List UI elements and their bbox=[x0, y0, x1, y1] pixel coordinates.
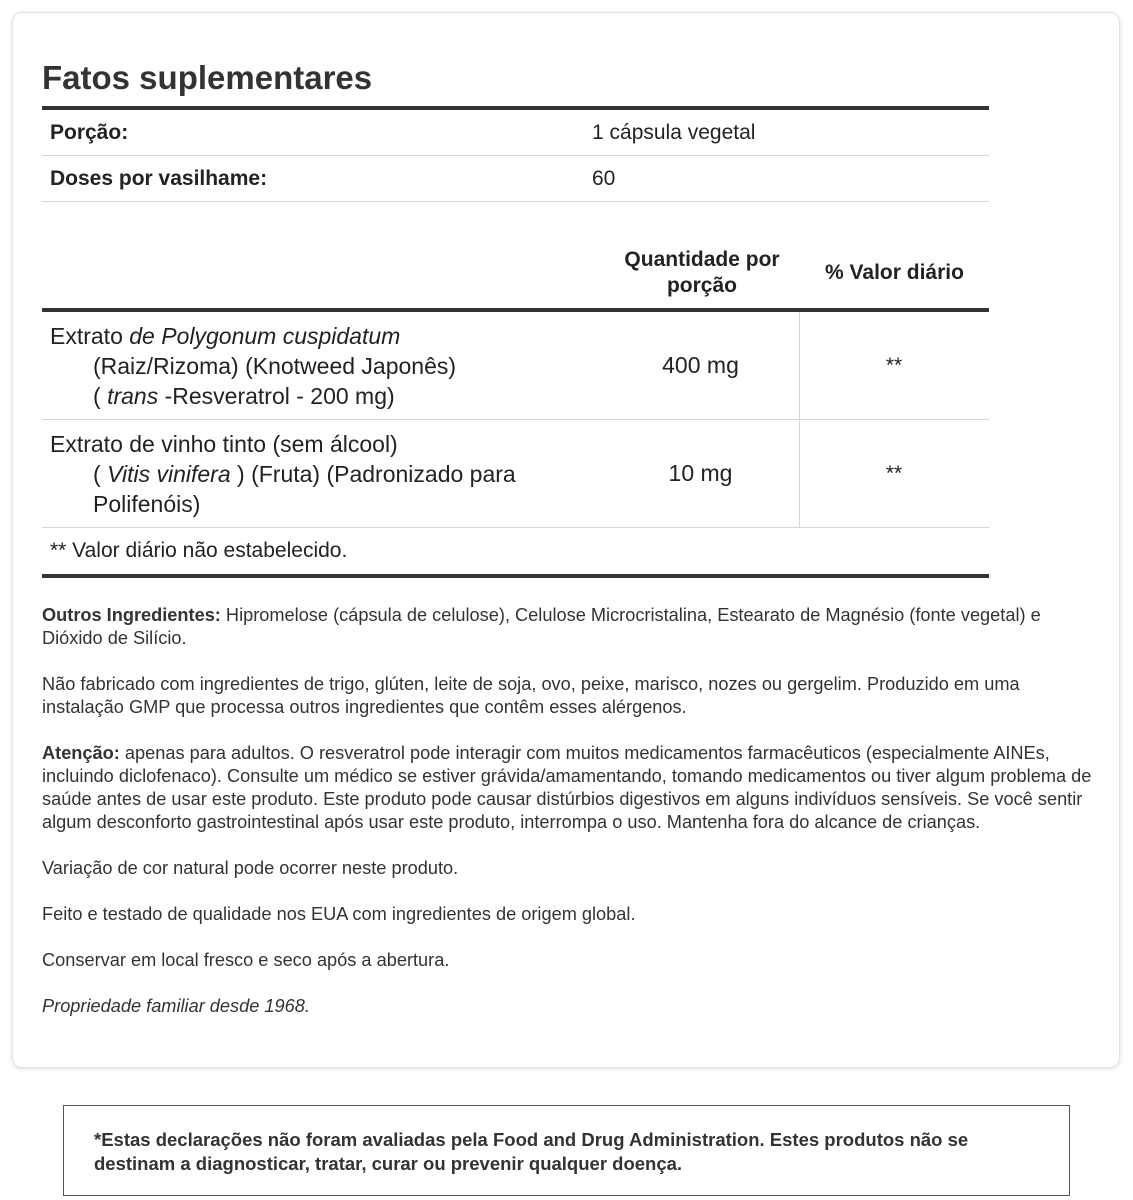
ingredient-row bbox=[42, 312, 989, 420]
fda-disclaimer: *Estas declarações não foram avaliadas pela Food and Drug Administration. Estes produtos não se destinam a diagnosticar, tratar, curar ou prevenir qualquer doença. bbox=[63, 1105, 1070, 1196]
servings-per-container-value: 60 bbox=[592, 166, 616, 190]
amount-header-line1: Quantidade por bbox=[624, 248, 780, 271]
serving-size-value: 1 cápsula vegetal bbox=[592, 120, 756, 144]
other-ingredients bbox=[42, 604, 1092, 650]
warning bbox=[42, 742, 1092, 834]
daily-value-column-header: % Valor diário bbox=[825, 261, 964, 284]
family-note: Propriedade familiar desde 1968. bbox=[42, 996, 310, 1016]
latin-name: Vitis vinifera bbox=[107, 461, 231, 487]
column-header-row bbox=[42, 202, 989, 308]
ingredient-amount: 400 mg bbox=[602, 312, 800, 419]
supplement-facts-table bbox=[42, 106, 989, 578]
color-note: Variação de cor natural pode ocorrer neste produto. bbox=[42, 858, 459, 878]
servings-per-container-row bbox=[42, 156, 989, 202]
quality-note: Feito e testado de qualidade nos EUA com ingredientes de origem global. bbox=[42, 904, 636, 924]
servings-per-container-label: Doses por vasilhame: bbox=[50, 166, 268, 190]
ingredient-amount: 10 mg bbox=[602, 420, 800, 527]
daily-value-footnote: ** Valor diário não estabelecido. bbox=[50, 539, 348, 562]
serving-size-label: Porção: bbox=[50, 120, 129, 144]
ingredient-name: Extrato de vinho tinto (sem álcool) ( Vitis vinifera ) (Fruta) (Padronizado para Polifenóis) bbox=[50, 431, 516, 517]
warning-label: Atenção: bbox=[42, 743, 120, 763]
ingredient-daily-value: ** bbox=[885, 353, 903, 377]
latin-name: de Polygonum cuspidatum bbox=[129, 323, 401, 349]
panel-title: Fatos suplementares bbox=[42, 59, 373, 96]
ingredient-row bbox=[42, 420, 989, 528]
storage-note: Conservar em local fresco e seco após a abertura. bbox=[42, 950, 450, 970]
other-ingredients-text: Hipromelose (cápsula de celulose), Celulose Microcristalina, Estearato de Magnésio (fonte vegetal) e Dióxido de Silício. bbox=[42, 605, 1041, 648]
warning-text: apenas para adultos. O resveratrol pode interagir com muitos medicamentos farmacêuticos (especialmente AINEs, incluindo diclofenaco). Consulte um médico se estiver grávida/amamentando, tomando medicamentos ou tiver algum problema de saúde antes de usar este produto. Este produto pode causar distúrbios digestivos em alguns indivíduos sensíveis. Se você sentir algum desconforto gastrointestinal após usar este produto, interrompa o uso. Mantenha fora do alcance de crianças. bbox=[42, 743, 1092, 832]
amount-header-line2: porção bbox=[666, 274, 737, 297]
ingredient-daily-value: ** bbox=[885, 461, 903, 485]
amount-column-header bbox=[602, 247, 802, 299]
bottom-rule bbox=[42, 574, 989, 578]
product-notes bbox=[42, 604, 1092, 1041]
allergen-note: Não fabricado com ingredientes de trigo, glúten, leite de soja, ovo, peixe, marisco, nozes ou gergelim. Produzido em uma instalação GMP que processa outros ingredientes que contêm esses alérgenos. bbox=[42, 674, 1020, 717]
ingredient-name: Extrato de Polygonum cuspidatum (Raiz/Rizoma) (Knotweed Japonês) ( trans -Resveratrol - 200 mg) bbox=[50, 323, 457, 409]
other-ingredients-label: Outros Ingredientes: bbox=[42, 605, 221, 625]
serving-size-row bbox=[42, 110, 989, 156]
